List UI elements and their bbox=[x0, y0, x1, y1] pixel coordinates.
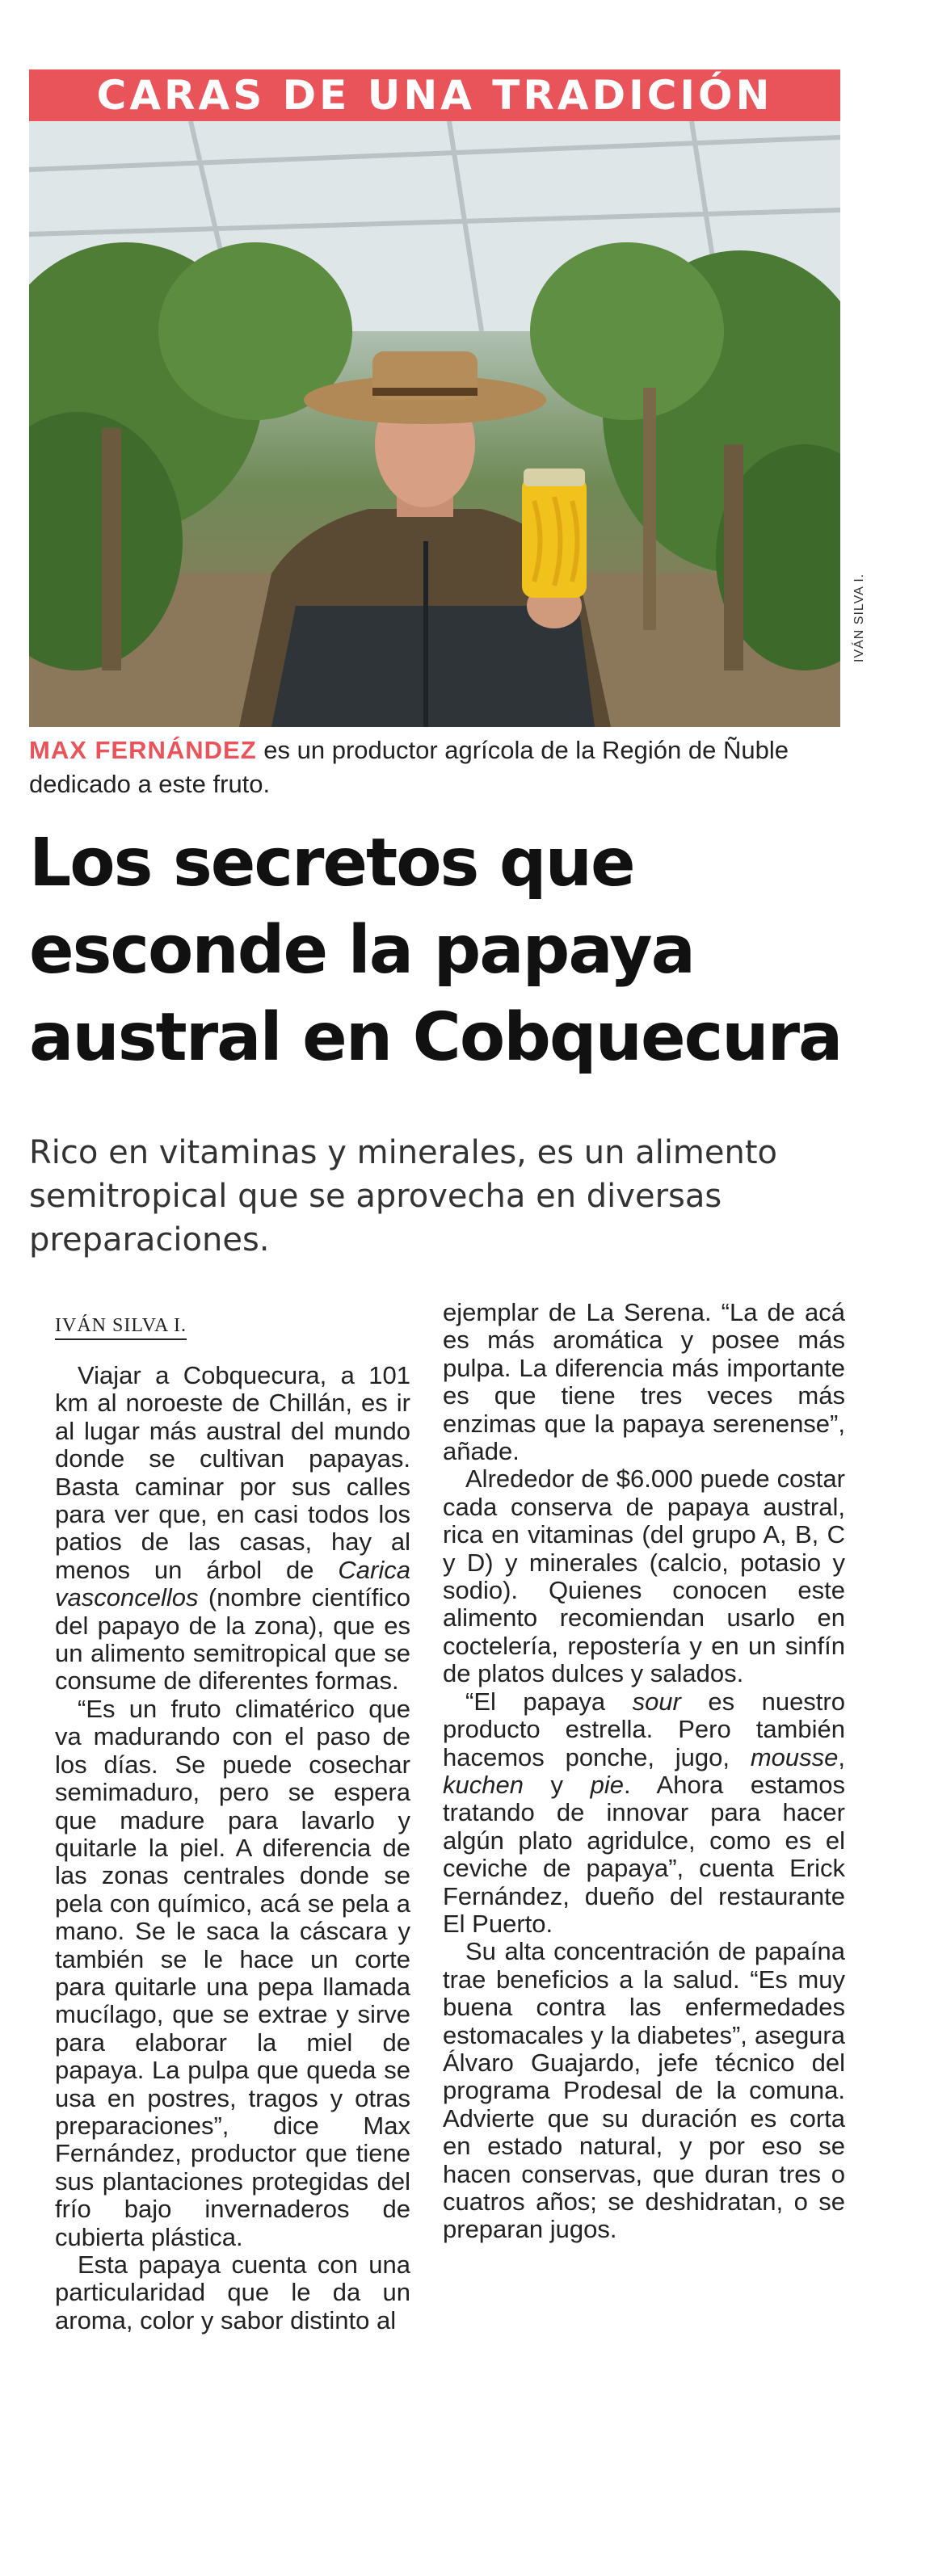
paragraph-text: es nuestro producto estrella. Pero también hacemos ponche, jugo, bbox=[443, 1687, 845, 1771]
article-column-left bbox=[55, 1362, 410, 2334]
italic-term: kuchen bbox=[443, 1770, 524, 1799]
paragraph-text: Alrededor de $6.000 puede costar cada conserva de papaya austral, rica en vitaminas (del grupo A, B, C y D) y minerales (calcio, potasio y sodio). Quienes conocen este alimento recomiendan usarlo en coctelería, repostería y en un sinfín de platos dulces y salados. bbox=[443, 1464, 845, 1688]
article-paragraph bbox=[443, 1465, 845, 1687]
photo-credit: IVÁN SILVA I. bbox=[852, 573, 866, 662]
article-paragraph bbox=[55, 1362, 410, 1696]
paragraph-text: , bbox=[838, 1742, 845, 1771]
article-byline: IVÁN SILVA I. bbox=[55, 1315, 187, 1340]
article-photo bbox=[29, 121, 840, 727]
article-paragraph bbox=[55, 1696, 410, 2251]
italic-term: Carica vasconcellos bbox=[55, 1555, 410, 1612]
article-paragraph bbox=[443, 1938, 845, 2243]
paragraph-text: “Es un fruto climatérico que va madurando con el paso de los días. Se puede cosechar semimaduro, pero se espera que madure para lavarlo y quitarle la piel. A diferencia de las zonas centrales donde se pela con químico, acá se pela a mano. Se le saca la cáscara y también se le hace un corte para quitarle una pepa llamada mucílago, que se extrae y sirve para elaborar la miel de papaya. La pulpa que queda se usa en postres, tragos y otras preparaciones”, dice Max Fernández, productor que tiene sus plantaciones protegidas del frío bajo invernaderos de cubierta plástica. bbox=[55, 1694, 410, 2251]
paragraph-text: (nombre científico del papayo de la zona), que es un alimento semitropical que se consume de diferentes formas. bbox=[55, 1583, 410, 1696]
photo-caption bbox=[29, 733, 845, 801]
italic-term: pie bbox=[590, 1770, 625, 1799]
farmer-photo-illustration bbox=[29, 121, 840, 727]
article-paragraph bbox=[443, 1688, 845, 1939]
caption-name: MAX FERNÁNDEZ bbox=[29, 736, 257, 764]
paragraph-text: Su alta concentración de papaína trae beneficios a la salud. “Es muy buena contra las enfermedades estomacales y la diabetes”, asegura Álvaro Guajardo, jefe técnico del programa Prodesal de la comuna. Advierte que su duración es corta en estado natural, y por eso se hacen conservas, que duran tres o cuatros años; se deshidratan, o se preparan jugos. bbox=[443, 1937, 845, 2244]
article-column-right bbox=[443, 1299, 845, 2244]
paragraph-text: . Ahora estamos tratando de innovar para hacer algún plato agridulce, como es el ceviche de papaya”, cuenta Erick Fernández, dueño del restaurante El Puerto. bbox=[443, 1770, 845, 1938]
article-paragraph bbox=[443, 1299, 845, 1465]
paragraph-text: “El papaya bbox=[465, 1687, 633, 1716]
italic-term: mousse bbox=[750, 1742, 839, 1771]
paragraph-text: Esta papaya cuenta con una particularidad que le da un aroma, color y sabor distinto al bbox=[55, 2250, 410, 2334]
paragraph-text: ejemplar de La Serena. “La de acá es más aromática y posee más pulpa. La diferencia más importante es que tiene tres veces más enzimas que la papaya serenense”, añade. bbox=[443, 1298, 845, 1466]
caption-text: es un productor agrícola de la Región de Ñuble dedicado a este fruto. bbox=[29, 736, 789, 798]
paragraph-text: Viajar a Cobquecura, a 101 km al noroeste de Chillán, es ir al lugar más austral del mundo donde se cultivan papayas. Basta caminar por sus calles para ver que, en casi todos los patios de las casas, hay al menos un árbol de bbox=[55, 1361, 410, 1584]
article-paragraph bbox=[55, 2251, 410, 2334]
paragraph-text: y bbox=[523, 1770, 591, 1799]
section-banner: CARAS DE UNA TRADICIÓN bbox=[29, 69, 840, 121]
italic-term: sour bbox=[632, 1687, 681, 1716]
article-subhead: Rico en vitaminas y minerales, es un alimento semitropical que se aprovecha en diversas preparaciones. bbox=[29, 1134, 778, 1259]
article-headline: Los secretos que esconde la papaya austral en Cobquecura bbox=[29, 825, 842, 1076]
